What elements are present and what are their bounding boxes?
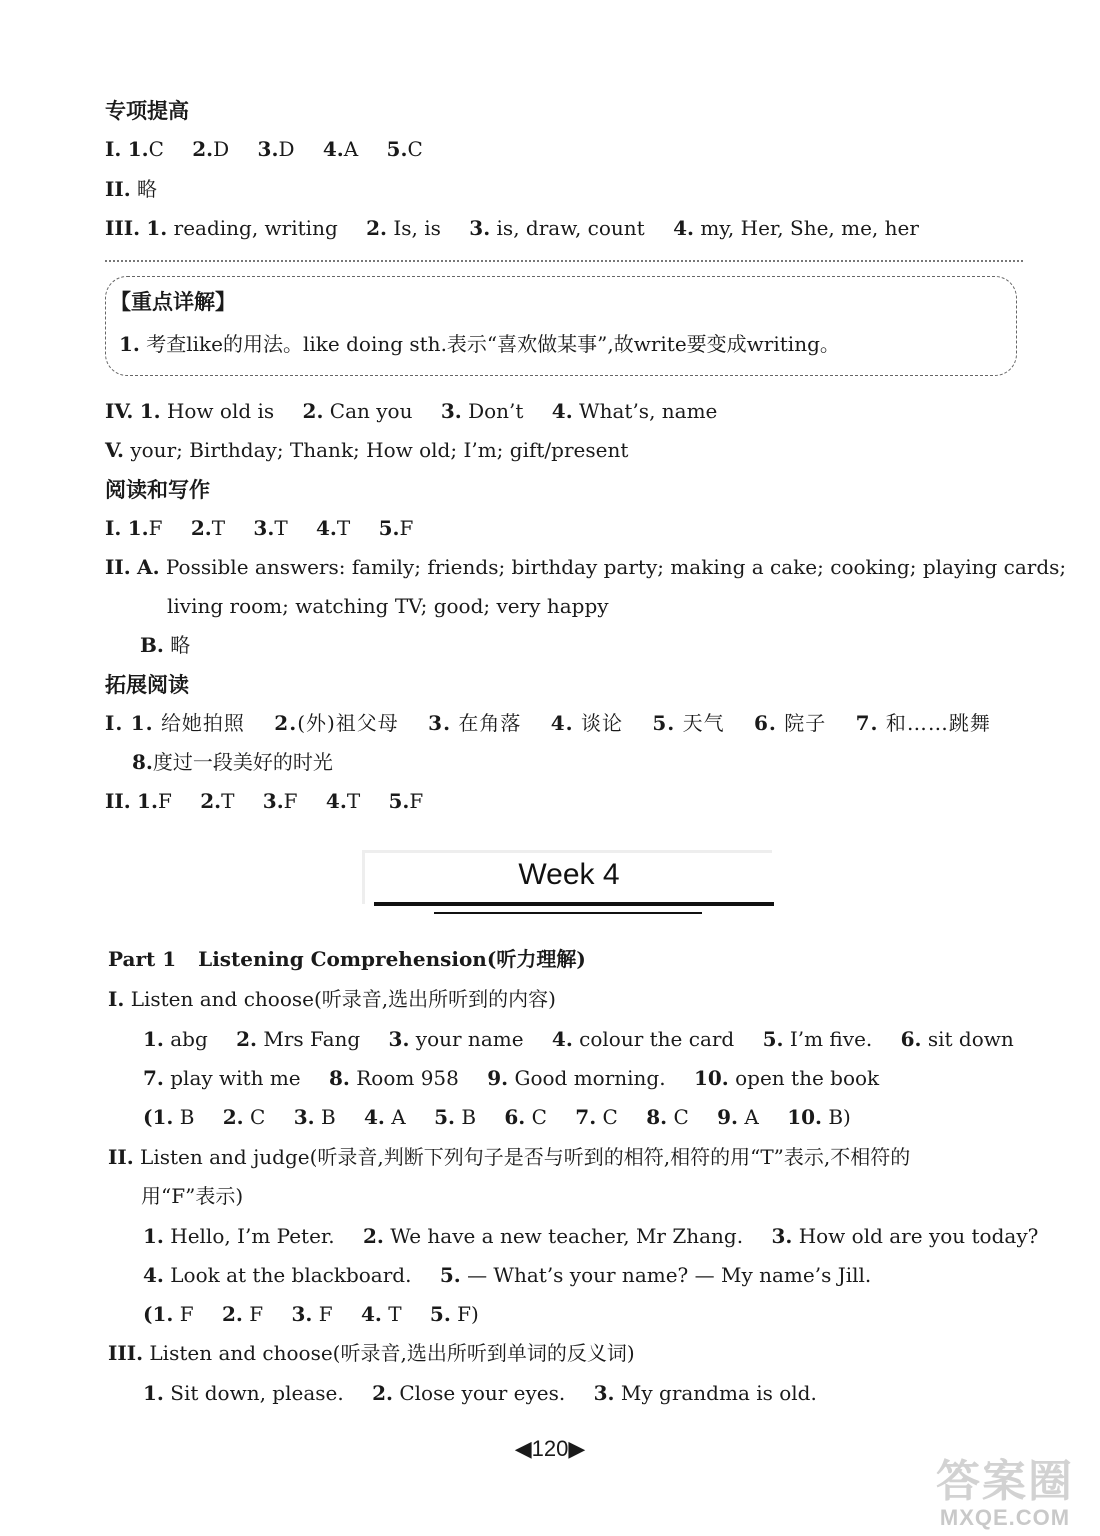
question-items: 7. play with me 8. Room 958 9. Good morning. 10. open the book: [143, 1066, 880, 1090]
week-heading: [362, 850, 776, 908]
week-title: Week 4: [518, 858, 620, 891]
answer-line: II. A. Possible answers: family; friends; birthday party; making a cake; cooking; playing cards;: [105, 555, 1067, 579]
section-title-yuedu: 阅读和写作: [105, 477, 210, 502]
answer-line-cont: 8.度过一段美好的时光: [132, 750, 333, 774]
answer-line: IV. 1. How old is 2. Can you 3. Don’t 4. What’s, name: [105, 399, 718, 423]
watermark-text: 答案圈: [936, 1457, 1074, 1506]
answer-line: II. 1.F 2.T 3.F 4.T 5.F: [105, 789, 424, 813]
keypoint-text: 1. 考查like的用法。like doing sth.表示“喜欢做某事”,故write要变成writing。: [119, 332, 840, 356]
answer-line: I. 1. 给她拍照 2.(外)祖父母 3. 在角落 4. 谈论 5. 天气 6. 院子 7. 和……跳舞: [105, 711, 991, 735]
part-heading: Part 1 Listening Comprehension(听力理解): [108, 947, 586, 971]
week-underline: [374, 902, 774, 906]
answer-key: (1. B 2. C 3. B 4. A 5. B 6. C 7. C 8. C 9. A 10. B): [143, 1105, 851, 1129]
answer-line: III. 1. reading, writing 2. Is, is 3. is, draw, count 4. my, Her, She, me, her: [105, 216, 919, 240]
question-items: 1. abg 2. Mrs Fang 3. your name 4. colour the card 5. I’m five. 6. sit down: [143, 1027, 1014, 1051]
question-heading: II. Listen and judge(听录音,判断下列句子是否与听到的相符,相符的用“T”表示,不相符的: [108, 1145, 911, 1169]
answer-key: (1. F 2. F 3. F 4. T 5. F): [143, 1302, 479, 1326]
answer-line: I. 1.F 2.T 3.T 4.T 5.F: [105, 516, 414, 540]
page-number: ◀120▶: [514, 1436, 586, 1461]
week-underline: [434, 912, 702, 914]
section-title-tuozhan: 拓展阅读: [105, 672, 189, 697]
question-items: 1. Hello, I’m Peter. 2. We have a new teacher, Mr Zhang. 3. How old are you today?: [143, 1224, 1039, 1248]
answer-line: B. 略: [140, 633, 191, 657]
watermark-domain: MXQE.COM: [939, 1505, 1071, 1530]
section-title-zhuanxiang: 专项提高: [105, 98, 189, 123]
dotted-divider: [105, 260, 1023, 262]
question-items: 1. Sit down, please. 2. Close your eyes. 3. My grandma is old.: [143, 1381, 817, 1405]
answer-line: V. your; Birthday; Thank; How old; I’m; gift/present: [105, 438, 629, 462]
question-heading-cont: 用“F”表示): [141, 1184, 244, 1208]
week-frame: [362, 850, 772, 853]
keypoint-box: [105, 276, 1017, 376]
question-items: 4. Look at the blackboard. 5. — What’s your name? — My name’s Jill.: [143, 1263, 872, 1287]
watermark-logo: [915, 1458, 1095, 1536]
question-heading: III. Listen and choose(听录音,选出所听到单词的反义词): [108, 1341, 635, 1365]
answer-line: I. 1.C 2.D 3.D 4.A 5.C: [105, 137, 423, 161]
answer-line: II. 略: [105, 177, 158, 201]
question-heading: I. Listen and choose(听录音,选出所听到的内容): [108, 987, 556, 1011]
keypoint-title: 【重点详解】: [110, 289, 236, 314]
answer-line-cont: living room; watching TV; good; very happy: [167, 594, 609, 618]
